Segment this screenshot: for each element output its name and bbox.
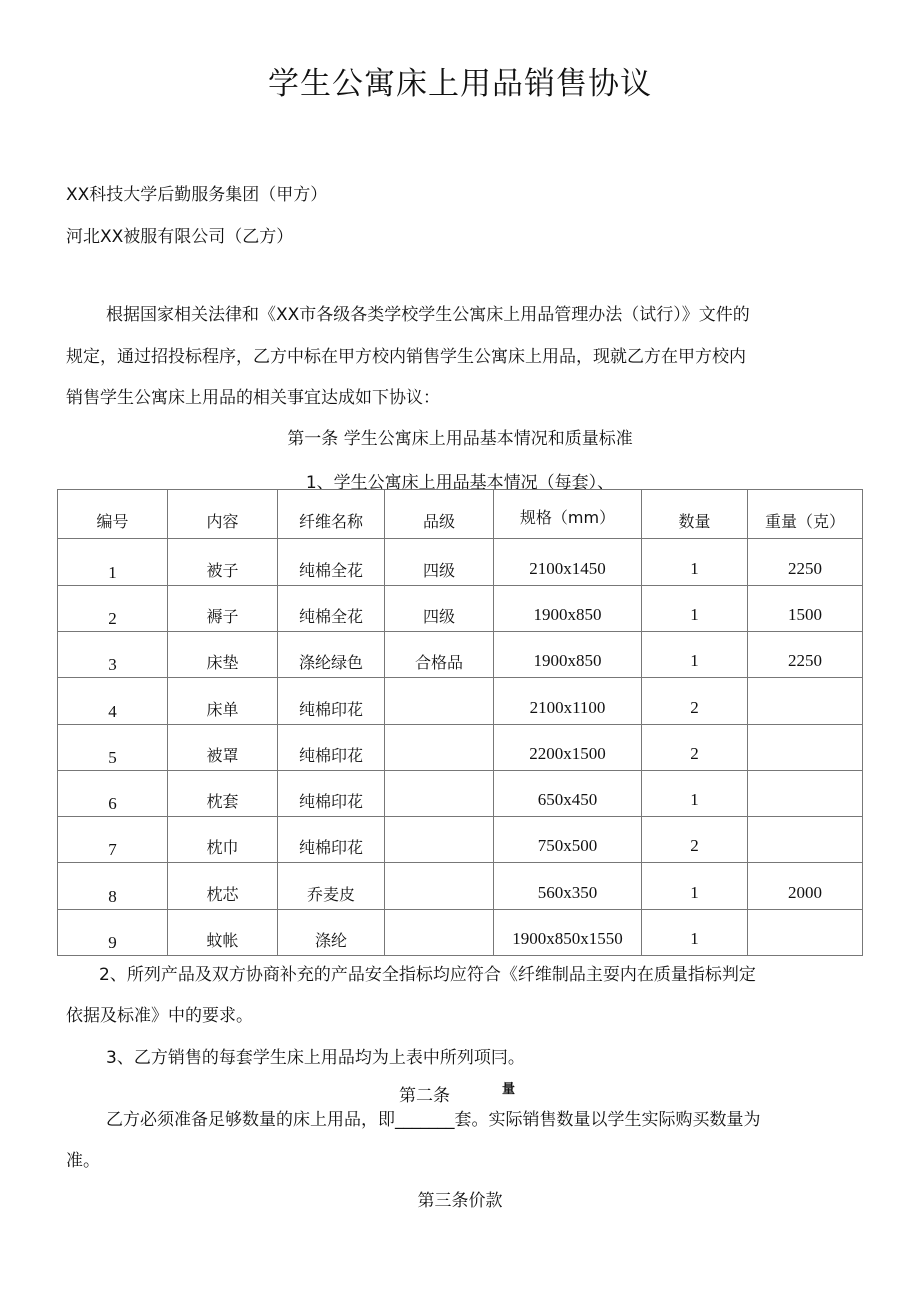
table-cell: 1900x850 [494,631,642,677]
table-row [58,678,863,724]
table-cell: 1 [58,539,168,585]
table-cell: 1 [642,909,748,955]
table-cell: 4 [58,678,168,724]
table-cell: 1900x850x1550 [494,909,642,955]
table-cell: 2100x1100 [494,678,642,724]
clause-2-line-1: 2、所列产品及双方协商补充的产品安全指标均应符合《纤维制品主耍内在质量指标判定 [99,965,756,985]
article-3-heading: 第三条价款 [417,1191,503,1211]
article-2-line-2: 准。 [66,1151,100,1171]
article-2-heading-suffix: 量 [502,1082,516,1097]
party-b: 河北XX被服有限公司（乙方） [66,227,294,247]
table-cell: 涤纶 [278,909,385,955]
table-cell [748,678,863,724]
header-cell: 品级 [385,490,494,539]
table-cell: 2250 [748,631,863,677]
table-cell: 1900x850 [494,585,642,631]
table-cell: 纯棉全花 [278,539,385,585]
table-row [58,539,863,585]
table-cell: 2000 [748,863,863,909]
product-spec-table [57,489,863,956]
table-cell: 5 [58,724,168,770]
table-cell: 床垫 [168,631,278,677]
table-cell: 2 [642,678,748,724]
table-cell: 2 [642,817,748,863]
table-cell: 纯棉印花 [278,678,385,724]
table-cell: 床单 [168,678,278,724]
table-cell [748,817,863,863]
intro-line-2: 规定，通过招投标程序，乙方中标在甲方校内销售学生公寓床上用品，现就乙方在甲方校内 [66,347,746,367]
table-cell: 被罩 [168,724,278,770]
clause-3: 3、乙方销售的每套学生床上用品均为上表中所列项冃。 [106,1048,525,1068]
table-row [58,817,863,863]
table-cell: 纯棉印花 [278,724,385,770]
table-cell [748,909,863,955]
table-cell: 1 [642,863,748,909]
table-cell: 蚊帐 [168,909,278,955]
table-cell: 枕芯 [168,863,278,909]
table-cell: 被子 [168,539,278,585]
header-cell: 数量 [642,490,748,539]
table-cell: 乔麦皮 [278,863,385,909]
table-cell: 四级 [385,539,494,585]
table-row [58,863,863,909]
table-cell: 合格品 [385,631,494,677]
table-cell [385,863,494,909]
table-cell: 1 [642,770,748,816]
article-2-heading: 第二条 [399,1086,450,1106]
table-row [58,909,863,955]
table-row [58,770,863,816]
table-cell: 涤纶绿色 [278,631,385,677]
header-cell: 内容 [168,490,278,539]
table-cell: 1 [642,539,748,585]
header-cell: 规格（mm） [494,490,642,539]
table-cell: 2100x1450 [494,539,642,585]
table-cell: 2 [642,724,748,770]
table-cell: 四级 [385,585,494,631]
header-cell: 重量（克） [748,490,863,539]
table-cell: 枕巾 [168,817,278,863]
table-cell: 枕套 [168,770,278,816]
table-cell: 2 [58,585,168,631]
party-a: XX科技大学后勤服务集团（甲方） [66,185,328,205]
document-title: 学生公寓床上用品销售协议 [268,66,652,102]
table-cell: 6 [58,770,168,816]
table-header-row [58,490,863,539]
table-cell [385,817,494,863]
table-caption: 1、学生公寓床上用品基本情况（每套）、 [305,473,615,493]
header-cell: 编号 [58,490,168,539]
table-cell: 8 [58,863,168,909]
table-cell: 650x450 [494,770,642,816]
article-2-line-1: 乙方必须准备足够数量的床上用品，即_______套。实际销售数量以学生实际购买数量为 [106,1110,761,1130]
header-cell: 纤维名称 [278,490,385,539]
clause-2-line-2: 依据及标准》中的要求。 [66,1006,253,1026]
table-cell: 纯棉印花 [278,817,385,863]
table-cell: 1500 [748,585,863,631]
intro-line-3: 销售学生公寓床上用品的相关事宜达成如下协议： [66,388,440,408]
table-cell [385,909,494,955]
table-cell: 纯棉全花 [278,585,385,631]
table-cell: 750x500 [494,817,642,863]
table-cell: 3 [58,631,168,677]
table-cell: 9 [58,909,168,955]
table-cell [748,770,863,816]
table-cell [385,770,494,816]
table-row [58,585,863,631]
table-cell: 1 [642,631,748,677]
table-cell [385,724,494,770]
table-cell: 2200x1500 [494,724,642,770]
table-cell: 1 [642,585,748,631]
table-row [58,631,863,677]
table-row [58,724,863,770]
intro-line-1: 根据国家相关法律和《XX市各级各类学校学生公寓床上用品管理办法（试行）》文件的 [106,305,750,325]
table-cell [385,678,494,724]
table-cell: 纯棉印花 [278,770,385,816]
table-cell [748,724,863,770]
table-cell: 2250 [748,539,863,585]
article-1-heading: 第一条 学生公寓床上用品基本情况和质量标准 [287,429,633,449]
table-cell: 560x350 [494,863,642,909]
table-cell: 7 [58,817,168,863]
table-cell: 褥子 [168,585,278,631]
